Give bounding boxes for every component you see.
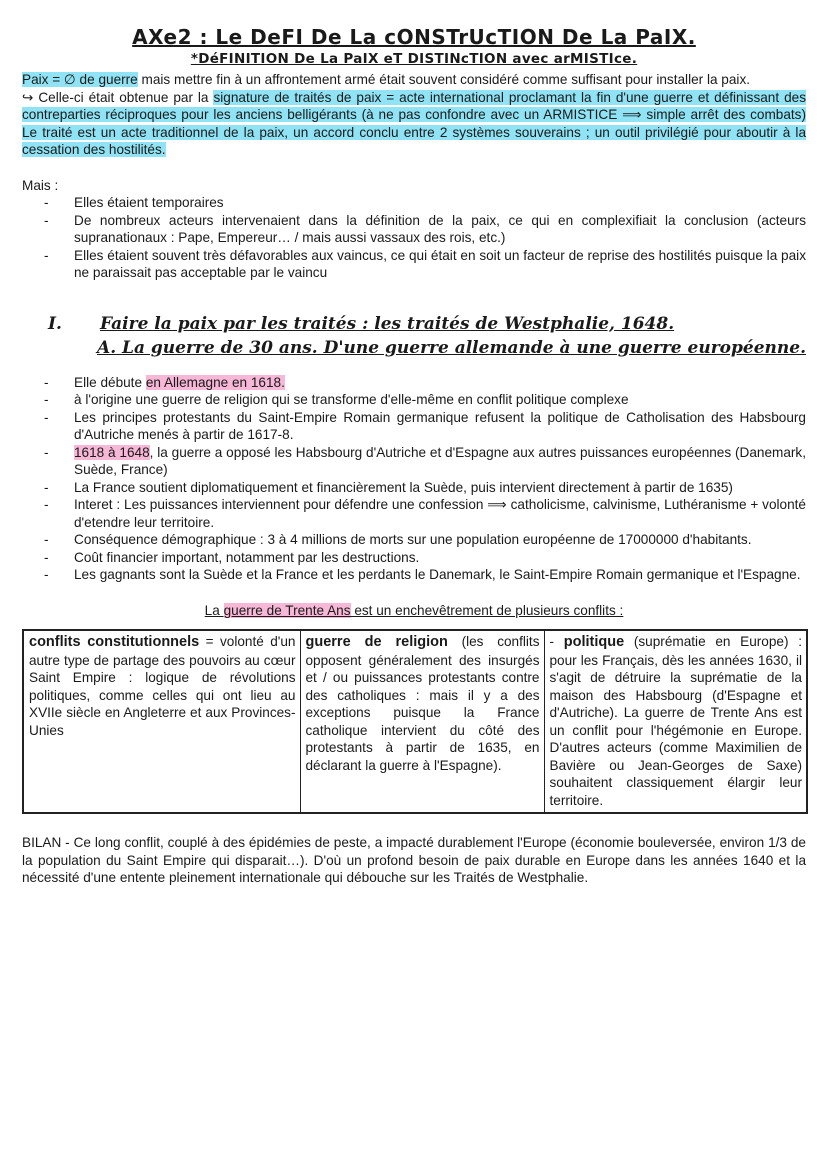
bilan-paragraph: BILAN - Ce long conflit, couplé à des épidémies de peste, a impacté durablement l'Europe (économie bouleversée, environ 1/3 de la population du Saint Empire qui disparait…). D'où un profond besoin de paix durable en Europe dans les années 1640 et la nécessité d'une entente pleinement internationale qui débouche sur les Traités de Westphalie. (22, 835, 806, 885)
list-item: - Conséquence démographique : 3 à 4 millions de morts sur une population européenne de 17000000 d'habitants. (74, 531, 806, 549)
caption-text: La (204, 602, 224, 618)
intro-text: Le traité est un (22, 124, 122, 140)
intro-highlight-acte: acte traditionnel de la paix, un accord conclu entre 2 systèmes souverains ; un outil privilégié pour aboutir à la cessation des hostilités. (22, 124, 806, 157)
highlight-trente-ans: guerre de Trente Ans (223, 602, 351, 618)
cell-heading: conflits constitutionnels (29, 634, 200, 650)
highlight-dates: 1618 à 1648 (74, 444, 150, 460)
intro-armistice-note: (à ne pas confondre avec un ARMISTICE ⟹ simple arrêt des combats) (356, 107, 806, 122)
list-item: - Interet : Les puissances interviennent pour défendre une confession ⟹ catholicisme, calvinisme, Luthéranisme + volonté d'etendre leur territoire. (74, 496, 806, 531)
subsection-heading-a: A. La guerre de 30 ans. D'une guerre allemande à une guerre européenne. (97, 337, 806, 358)
cell-heading: guerre de religion (305, 634, 448, 650)
list-item: - Les principes protestants du Saint-Empire Romain germanique refusent la politique de Catholisation des Habsbourg d'Autriche menés à partir de 1617-8. (74, 409, 806, 444)
cell-text: = volonté d'un autre type de partage des pouvoirs au cœur Saint Empire : logique de révolutions politiques, comme celles qui ont lieu au XVIIe siècle en Angleterre et aux Provinces-Unies (29, 634, 296, 738)
intro-highlight-traites: signature de traités de paix = acte international proclamant la fin d'une guerre et définissant des contreparties réciproques pour les anciens belligérants (22, 89, 806, 122)
cell-text: - (549, 634, 564, 649)
cell-heading: politique (563, 634, 625, 650)
conflicts-table (22, 629, 808, 814)
highlight-allemagne: en Allemagne en 1618. (145, 374, 285, 390)
table-cell-politique (544, 630, 807, 813)
list-item: - La France soutient diplomatiquement et financièrement la Suède, puis intervient directement à partir de 1635) (74, 479, 806, 497)
list-text: , la guerre a opposé les Habsbourg d'Autriche et d'Espagne aux autres puissances européennes (Danemark, Suède, France) (74, 444, 806, 477)
table-cell-religion (300, 630, 544, 813)
list-item: - De nombreux acteurs intervenaient dans la définition de la paix, ce qui en complexifiait la conclusion (acteurs supranationaux : Pape, Empereur… / mais aussi vassaux des rois, etc.) (74, 212, 806, 247)
table-cell-constitutionnels (23, 630, 300, 813)
list-item: - Coût financier important, notamment par les destructions. (74, 549, 806, 567)
list-item: - Elles étaient souvent très défavorables aux vaincus, ce qui était en soit un facteur de reprise des hostilités puisque la paix ne paraissait pas acceptable par le vaincu (74, 247, 806, 282)
intro-highlight-paix: Paix = ∅ de guerre (22, 72, 138, 87)
cell-text: (les conflits opposent généralement des insurgés et / ou puissances protestants contre des catholiques : mais il y a des exceptions puisque la France catholique intervient du côté des protestants à partir de 1635, en déclarant la guerre à l'Espagne). (305, 634, 540, 773)
list-item: - à l'origine une guerre de religion qui se transforme d'elle-même en conflit politique complexe (74, 391, 806, 409)
list-item (74, 374, 806, 392)
table-row (23, 630, 807, 813)
intro-text: mais mettre fin à un affrontement armé était souvent considéré comme suffisant pour installer la paix. (137, 72, 751, 87)
guerre-list (22, 374, 806, 584)
section-heading-1 (22, 312, 806, 336)
mais-label: Mais : (22, 177, 59, 193)
mais-list (22, 194, 806, 282)
cell-text: (suprématie en Europe) : pour les Français, dès les années 1630, il s'agit de détruire la suprématie de la maison des Habsbourg (d'Espagne et d'Autriche). La guerre de Trente Ans est un conflit pour l'hégémonie en Europe. D'autres acteurs (comme Maximilien de Bavière ou Jean-Georges de Saxe) souhaitent classiquement élargir leur territoire. (549, 634, 802, 808)
list-item: - Elles étaient temporaires (74, 194, 806, 212)
intro-paragraph (22, 71, 806, 159)
table-caption (22, 602, 806, 620)
list-item (74, 444, 806, 479)
section-number: I. (48, 313, 62, 334)
section-title: Faire la paix par les traités : les traités de Westphalie, 1648. (100, 313, 675, 334)
list-text: Elle débute (74, 374, 146, 390)
page-subtitle: *DéFINITION De La PaIX eT DISTINcTION avec arMISTIce. (190, 51, 638, 67)
caption-text: est un enchevêtrement de plusieurs conflits : (350, 602, 624, 618)
page-title: AXe2 : Le DeFI De La cONSTrUcTION De La PaIX. (132, 25, 696, 49)
document-page (22, 24, 806, 887)
intro-text: ↪ Celle-ci était obtenue par la (22, 89, 214, 105)
list-item: - Les gagnants sont la Suède et la France et les perdants le Danemark, le Saint-Empire Romain germanique et l'Espagne. (74, 566, 806, 584)
